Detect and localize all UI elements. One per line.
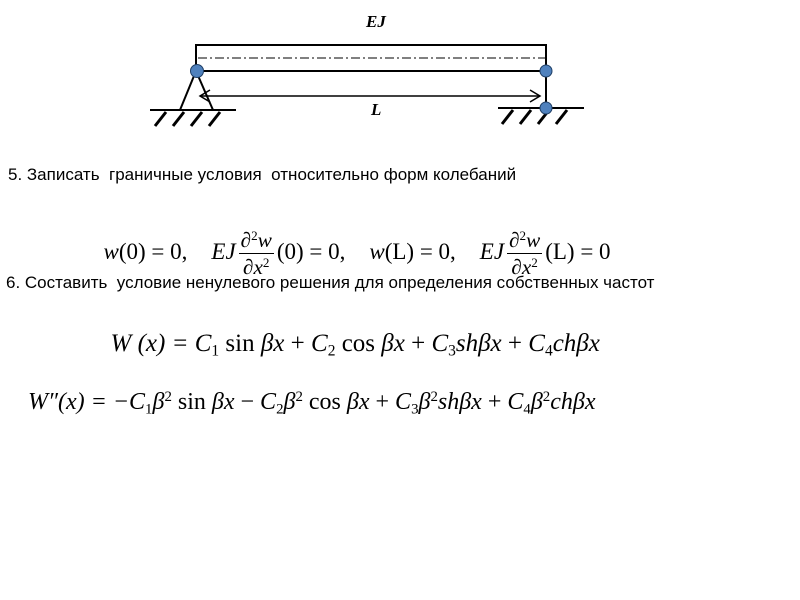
span-length-label: L xyxy=(371,100,382,119)
span-dimension-arrow xyxy=(200,90,540,102)
bc4-ej: EJ xyxy=(479,239,505,265)
stiffness-label: EJ xyxy=(366,12,386,31)
boundary-conditions xyxy=(92,206,611,279)
second-derivative-equation: $W''(x) = -C_1\beta^2$ $\sin \beta x - C_2\beta^2$ $\cos \beta x + C_3\beta^2sh\beta x + C_4\beta^2ch\beta x$ xyxy=(28,389,596,418)
bc2-fraction: $\frac{\partial^2w}{\partial x^2}$ xyxy=(240,228,272,280)
bc2-ej: EJ xyxy=(211,239,236,265)
bc3-func: w xyxy=(369,239,385,265)
step6-heading: 6. Составить условие ненулевого решения для определения собственных частот xyxy=(6,273,655,292)
bc1-func: w xyxy=(103,239,119,265)
bc4-arg: (L) = 0 xyxy=(545,239,611,265)
bc1-arg: (0) = 0, xyxy=(118,239,188,265)
step5-heading: 5. Записать граничные условия относительно форм колебаний xyxy=(8,165,517,184)
bc4-fraction: $\frac{\partial^2w}{\partial x^2}$ xyxy=(509,228,541,280)
bc2-arg: (0) = 0, xyxy=(276,239,346,265)
beam-diagram xyxy=(0,0,800,140)
mode-shape-equation: W $(x) = C_1$ $\sin \beta x + C_2$ $\cos \beta x + C_3sh\beta x + C_4ch\beta x$ xyxy=(110,330,600,360)
bc3-arg: (L) = 0, xyxy=(384,239,456,265)
beam-body xyxy=(196,45,546,71)
right-roller-support xyxy=(498,65,584,124)
